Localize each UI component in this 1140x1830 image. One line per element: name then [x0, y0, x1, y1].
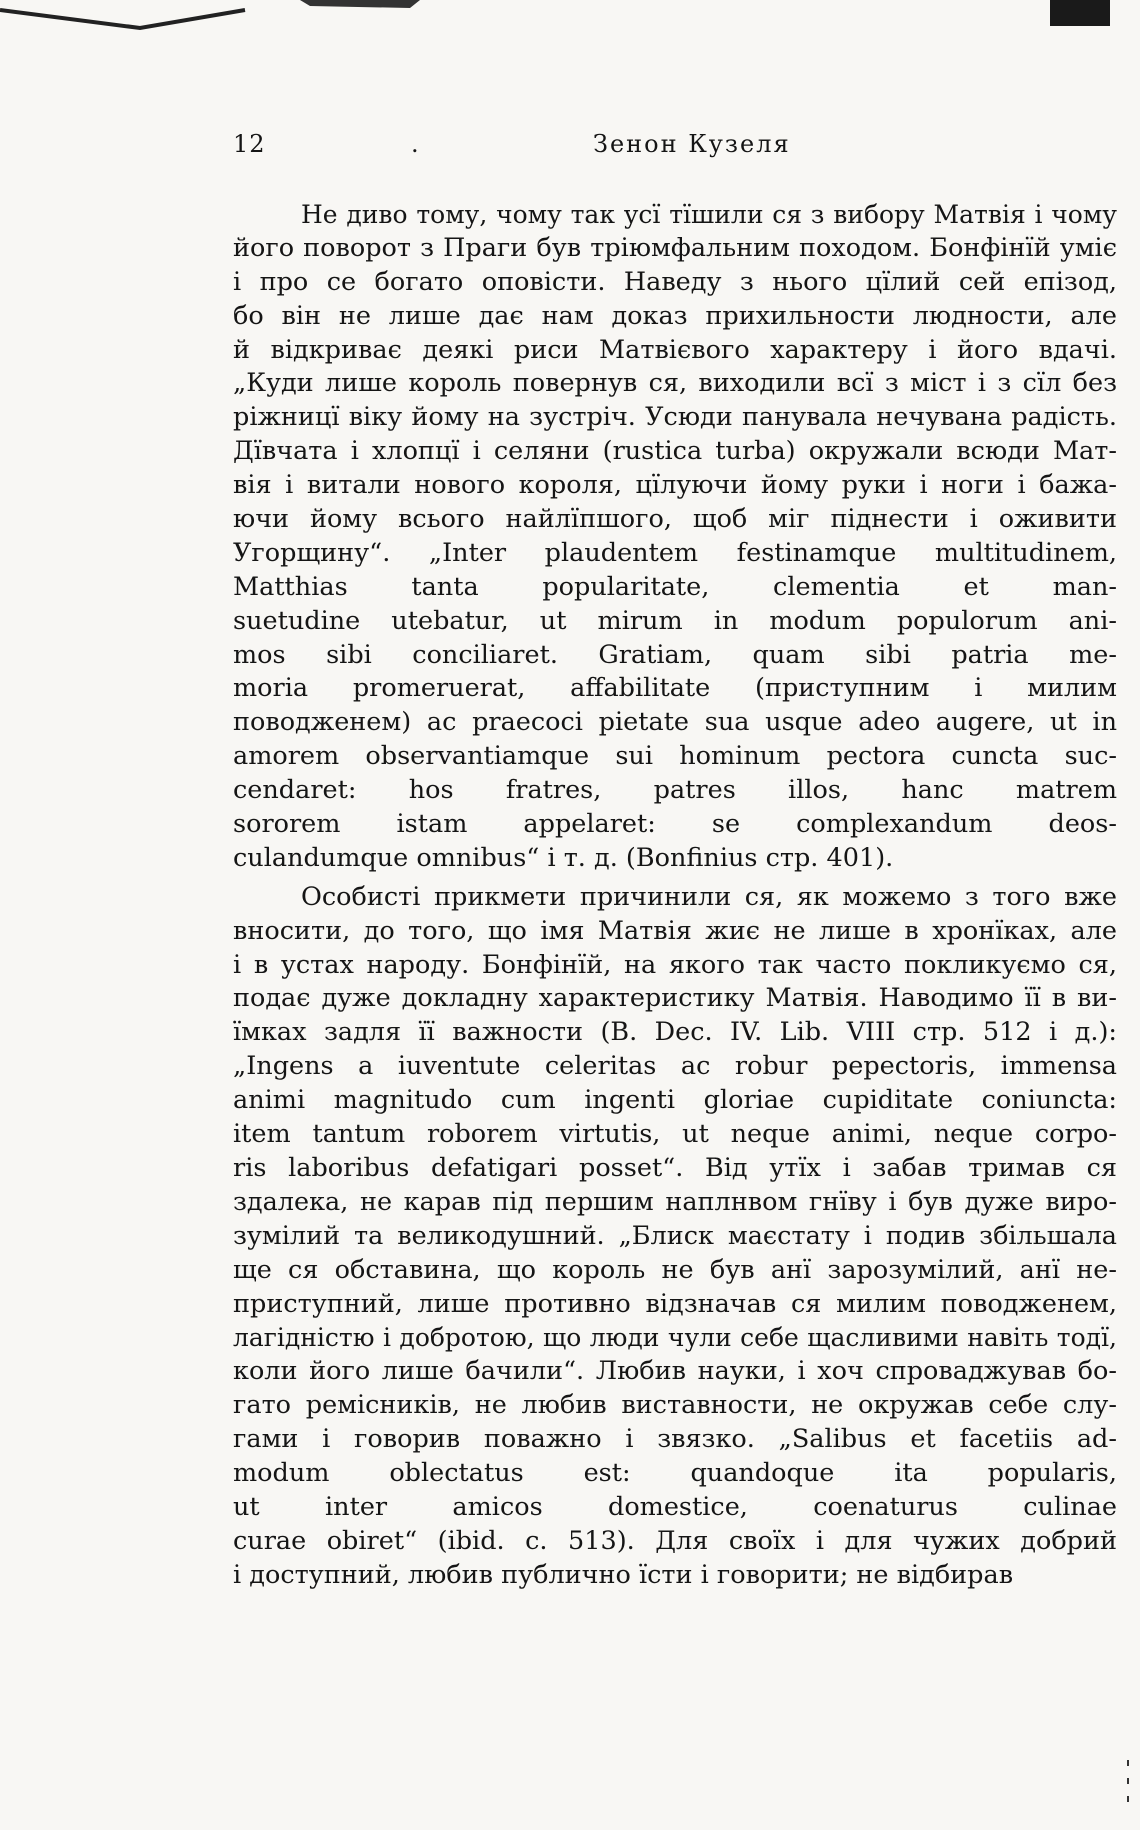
text-line: поводженем) ac praecoci pietate sua usque adeo augere, ut in — [233, 707, 1117, 738]
page-header — [233, 130, 1133, 170]
text-line: здалека, не карав під першим наплнвом гнїву і був дуже виро- — [233, 1186, 1117, 1217]
text-line: modum oblectatus est: quandoque ita popularis, — [233, 1457, 1117, 1488]
text-line: лагідністю і добротою, що люди чули себе щасливими навіть тодї, — [233, 1323, 1117, 1353]
text-line: cendaret: hos fratres, patres illos, hanc matrem — [233, 775, 1117, 806]
text-line: culandumque omnibus“ і т. д. (Bonfinius стр. 401). — [233, 842, 894, 873]
paragraph-1 — [233, 198, 1117, 876]
paragraph-2 — [233, 881, 1117, 1593]
running-title: Зенон Кузеля — [593, 130, 791, 158]
text-line: item tantum roborem virtutis, ut neque animi, neque corpo- — [233, 1119, 1117, 1150]
text-line: Дївчата і хлопцї і селяни (rustica turba) окружали всюди Мат- — [233, 436, 1117, 467]
text-line: curae obiret“ (ibid. c. 513). Для своїх і для чужих добрий — [233, 1525, 1117, 1556]
text-line: ріжницї віку йому на зустріч. Усюди панувала нечувана радість. — [233, 402, 1117, 433]
page-number: 12 — [233, 130, 266, 158]
scan-artifact-top — [0, 0, 560, 40]
text-line: вносити, до того, що імя Матвія жиє не лише в хронїках, але — [233, 915, 1117, 946]
text-line: animi magnitudo cum ingenti gloriae cupiditate coniuncta: — [233, 1085, 1117, 1116]
text-line: гато ремісників, не любив виставности, не окружав себе слу- — [233, 1390, 1117, 1421]
text-line: ючи йому всього найлїпшого, щоб міг піднести і оживити — [233, 504, 1117, 535]
text-line: і в устах народу. Бонфінїй, на якого так часто покликуємо ся, — [233, 949, 1117, 980]
text-line: moria promeruerat, affabilitate (приступним і милим — [233, 673, 1117, 704]
text-line: приступний, лише противно відзначав ся милим поводженем, — [233, 1288, 1117, 1319]
scan-artifact-margin — [1126, 1760, 1130, 1820]
text-line: „Ingens a iuventute celeritas ac robur pepectoris, immensa — [233, 1051, 1117, 1082]
text-line: ris laboribus defatigari posset“. Від утїх і забав тримав ся — [233, 1152, 1117, 1183]
text-line: Угорщину“. „Inter plaudentem festinamque multitudinem, — [233, 537, 1117, 568]
text-line: suetudine utebatur, ut mirum in modum populorum ani- — [233, 605, 1117, 636]
text-line: Matthias tanta popularitate, clementia et man- — [233, 571, 1117, 602]
text-line: mos sibi conciliaret. Gratiam, quam sibi patria me- — [233, 639, 1117, 670]
text-line: їмках задля її важности (B. Dec. IV. Lib. VIII стр. 512 і д.): — [233, 1017, 1117, 1048]
text-line: Не диво тому, чому так усї тїшили ся з вибору Матвія і чому — [301, 200, 1117, 229]
text-line: вія і витали нового короля, цїлуючи йому руки і ноги і бажа- — [233, 470, 1117, 501]
text-line: гами і говорив поважно і звязко. „Salibus et facetiis ad- — [233, 1424, 1117, 1455]
text-line: Особисті прикмети причинили ся, як можемо з того вже — [301, 881, 1117, 912]
text-line: ще ся обставина, що король не був анї зарозумілий, анї не- — [233, 1254, 1117, 1285]
header-dot: . — [411, 130, 420, 158]
text-line: ut inter amicos domestice, coenaturus culinae — [233, 1491, 1117, 1522]
text-line: і про се богато оповісти. Наведу з нього цїлий сей епізод, — [233, 266, 1117, 297]
text-line: й відкриває деякі риси Матвієвого характеру і його вдачі. — [233, 334, 1117, 365]
text-line: „Куди лише король повернув ся, виходили всї з міст і з сїл без — [233, 368, 1117, 399]
text-line: коли його лише бачили“. Любив науки, і хоч спроваджував бо- — [233, 1356, 1117, 1387]
text-line: його поворот з Праги був тріюмфальним походом. Бонфінїй уміє — [233, 232, 1117, 263]
text-line: зумілий та великодушний. „Блиск маєстату і подив збільшала — [233, 1220, 1117, 1251]
text-line: sororem istam appelaret: se complexandum deos- — [233, 809, 1117, 840]
scan-artifact-corner — [1050, 0, 1110, 26]
text-line: бо він не лише дає нам доказ прихильности людности, але — [233, 300, 1117, 331]
text-line: amorem observantiamque sui hominum pectora cuncta suc- — [233, 741, 1117, 772]
text-line: подає дуже докладну характеристику Матвія. Наводимо її в ви- — [233, 983, 1117, 1014]
text-line: і доступний, любив публично їсти і говорити; не відбирав — [233, 1559, 1014, 1590]
body-text — [233, 198, 1117, 1593]
